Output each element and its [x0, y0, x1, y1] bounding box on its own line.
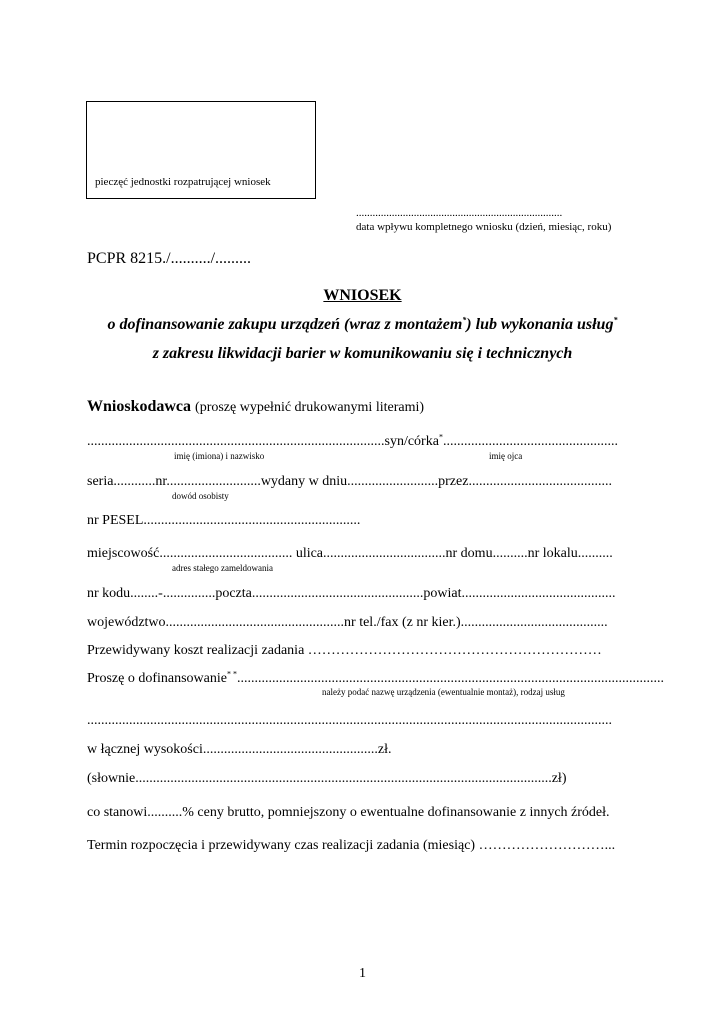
- applicant-heading-row: [87, 398, 424, 416]
- cost-line: Przewidywany koszt realizacji zadania ………………………………………………………: [87, 643, 602, 658]
- name-hint: imię (imiona) i nazwisko: [174, 451, 265, 461]
- schedule-line: Termin rozpoczęcia i przewidywany czas realizacji zadania (miesiąc) ………………………...: [87, 838, 616, 853]
- footnote-mark: * *: [226, 669, 237, 679]
- stamp-label: pieczęć jednostki rozpatrującej wniosek: [95, 176, 271, 188]
- funding-request-field: ..........................................................................................................................: [236, 671, 664, 686]
- voivodeship-line: województwo...................................................nr tel./fax (z nr kier.)..........................................: [87, 615, 608, 630]
- footnote-mark: *: [613, 315, 618, 325]
- document-subtitle-line2: z zakresu likwidacji barier w komunikowaniu się i technicznych: [152, 345, 573, 362]
- amount-in-words-line: (słownie.......................................................................................................................zł): [87, 771, 567, 786]
- funding-continuation-line: ......................................................................................................................................................: [87, 713, 612, 728]
- stamp-box: [86, 101, 316, 199]
- father-name-hint: imię ojca: [489, 451, 523, 461]
- total-amount-line: w łącznej wysokości..................................................zł.: [87, 742, 392, 757]
- name-field: .....................................................................................syn/córka: [87, 434, 439, 449]
- applicant-heading: Wnioskodawca: [87, 398, 192, 415]
- percentage-line: co stanowi..........% ceny brutto, pomniejszony o ewentualne dofinansowanie z innych źródeł.: [87, 805, 610, 820]
- address-hint: adres stałego zameldowania: [172, 563, 273, 573]
- reference-number: PCPR 8215./........../.........: [87, 250, 252, 267]
- receipt-dots: ...........................................................................: [356, 207, 563, 219]
- funding-request-line: [87, 671, 664, 687]
- funding-request-hint: należy podać nazwę urządzenia (ewentualnie montaż), rodzaj usług: [322, 687, 565, 697]
- address-line: miejscowość...................................... ulica...................................nr domu..........nr lokalu..........: [87, 546, 613, 561]
- id-document-line: seria............nr...........................wydany w dniu..........................przez.........................................: [87, 474, 612, 489]
- father-name-field: ..................................................: [442, 434, 618, 449]
- page-number: 1: [359, 966, 366, 981]
- footnote-mark: *: [438, 432, 443, 442]
- funding-request-label: Proszę o dofinansowanie: [87, 671, 227, 686]
- subtitle-part-b: ) lub wykonania usług: [466, 316, 614, 333]
- id-document-hint: dowód osobisty: [172, 491, 229, 501]
- document-subtitle-line1: [0, 316, 725, 334]
- document-title: WNIOSEK: [323, 287, 402, 304]
- applicant-note: (proszę wypełnić drukowanymi literami): [195, 400, 425, 415]
- name-line: [87, 434, 618, 450]
- pesel-line: nr PESEL..............................................................: [87, 513, 361, 528]
- postal-line: nr kodu........-...............poczta.................................................powiat............................................: [87, 586, 616, 601]
- subtitle-part-a: o dofinansowanie zakupu urządzeń (wraz z montażem: [107, 316, 463, 333]
- receipt-label: data wpływu kompletnego wniosku (dzień, miesiąc, roku): [356, 221, 612, 233]
- footnote-mark: *: [462, 315, 467, 325]
